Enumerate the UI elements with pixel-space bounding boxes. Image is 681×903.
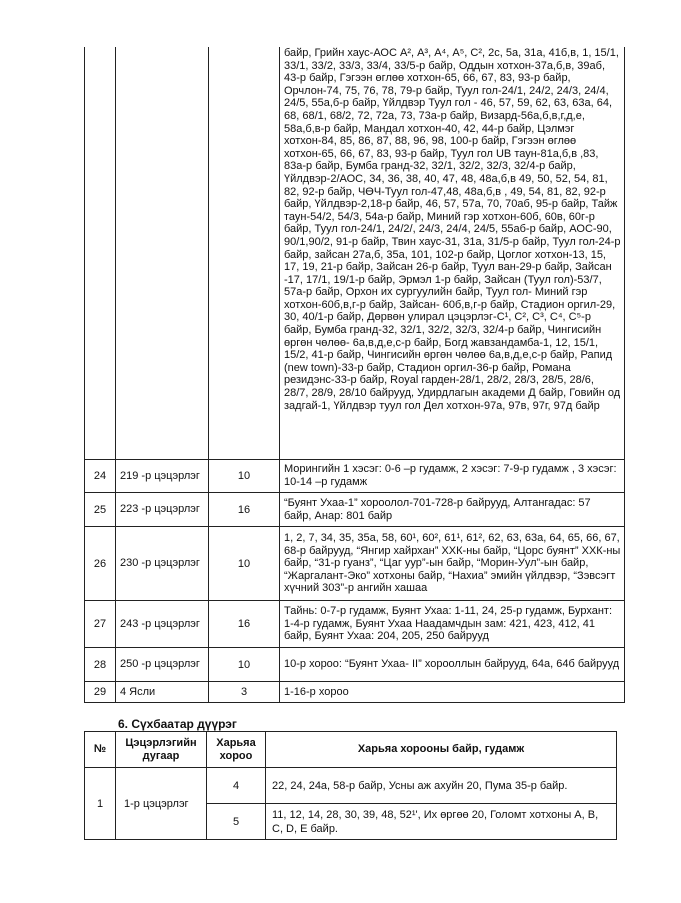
row-number: 27: [85, 601, 116, 648]
kindergarten-table-continued: [84, 47, 625, 703]
kindergarten-name: 219 -р цэцэрлэг: [116, 460, 209, 493]
table-row: [85, 601, 625, 648]
header-addresses: Харьяа хорооны байр, гудамж: [266, 732, 617, 768]
header-number: №: [85, 732, 116, 768]
khoroo-count: 16: [209, 493, 280, 527]
kindergarten-name: 1-р цэцэрлэг: [116, 768, 207, 840]
row-number: 25: [85, 493, 116, 527]
row-number: 1: [85, 768, 116, 840]
khoroo-number: 5: [207, 804, 266, 840]
table-header-row: [85, 732, 617, 768]
table-row: [85, 493, 625, 527]
row-number: 28: [85, 648, 116, 682]
address-list: Тайнь: 0-7-р гудамж, Буянт Ухаа: 1-11, 24, 25-р гудамж, Бурхант: 1-4-р гудамж, Буянт Ухаа Наадамчдын зам: 421, 423, 412, 41 байр, Буянт Ухаа: 204, 205, 250 байрууд: [280, 601, 625, 648]
address-list: 22, 24, 24а, 58-р байр, Усны аж ахуйн 20, Пума 35-р байр.: [266, 768, 617, 804]
table-row: [85, 682, 625, 703]
sukhbaatar-district-table: [84, 731, 617, 840]
address-list: 1-16-р хороо: [280, 682, 625, 703]
address-list: 11, 12, 14, 28, 30, 39, 48, 52¹', Их өргөө 20, Голомт хотхоны А, В, С, D, Е байр.: [266, 804, 617, 840]
khoroo-count: 10: [209, 648, 280, 682]
khoroo-count: 10: [209, 527, 280, 601]
kindergarten-name: 250 -р цэцэрлэг: [116, 648, 209, 682]
khoroo-count: 10: [209, 460, 280, 493]
table-row: [85, 460, 625, 493]
address-list: 10-р хороо: “Буянт Ухаа- II” хорооллын байрууд, 64а, 64б байрууд: [280, 648, 625, 682]
table-row: [85, 648, 625, 682]
address-list: “Буянт Ухаа-1” хороолол-701-728-р байрууд, Алтангадас: 57 байр, Анар: 801 байр: [280, 493, 625, 527]
address-list: 1, 2, 7, 34, 35, 35а, 58, 60¹, 60², 61¹, 61², 62, 63, 63а, 64, 65, 66, 67, 68-р байрууд, “Янгир хайрхан” ХХК-ны байр, “Цорс буянт” ХХК-ны байр, “31-р гуанз”, “Цаг уур”-ын байр, “Морин-Уул”-ын байр, “Жаргалант-Эко” хотхоны байр, “Нахиа” эмийн үйлдвэр, “Зэвсэгт хүчний 303”-р ангийн хашаа: [280, 527, 625, 601]
row-number: 26: [85, 527, 116, 601]
khoroo-count: 3: [209, 682, 280, 703]
header-kindergarten: Цэцэрлэгийн дугаар: [116, 732, 207, 768]
continued-address-list: байр, Грийн хаус-АОС А², А³, А⁴, А⁵, С², 2с, 5а, 31а, 41б,в, 1, 15/1, 33/1, 33/2, 33/3, 33/4, 33/5-р байр, Оддын хотхон-37а,б,в, 39аб, 43-р байр, Гэгээн өглөө хотхон-65, 66, 67, 83, 93-р байр, Орчлон-74, 75, 76, 78, 79-р байр, Туул гол-24/1, 24/2, 24/3, 24/4, 24/5, 55а,б-р байр, Үйлдвэр Туул гол - 46, 57, 59, 62, 63, 63а, 64, 68, 68/1, 68/2, 72, 72а, 73, 73а-р байр, Визард-56а,б,в,г,д,е, 58а,б,в-р байр, Мандал хотхон-40, 42, 44-р байр, Цэлмэг хотхон-84, 85, 86, 87, 88, 96, 98, 100-р байр, Гэгээн өглөө хотхон-65, 66, 67, 83, 93-р байр, Туул гол UB таун-81а,б,в ,83, 83а-р байр, Бумба гранд-32, 32/1, 32/2, 32/3, 32/4-р байр, Үйлдвэр-2/АОС, 34, 36, 38, 40, 47, 48, 48а,б,в 49, 50, 52, 54, 81, 82, 92-р байр, ЧӨЧ-Туул гол-47,48, 48а,б,в , 49, 54, 81, 82, 92-р байр, Үйлдвэр-2,18-р байр, 46, 57, 57а, 70, 70аб, 95-р байр, Тайж таун-54/2, 54/3, 54а-р байр, Миний гэр хотхон-60б, 60в, 60г-р байр, Туул гол-24/1, 24/2/, 24/3, 24/4, 24/5, 55аб-р байр, АОС-90, 90/1,90/2, 91-р байр, Твин хаус-31, 31а, 31/5-р байр, Туул гол-24-р байр, зайсан 27а,б, 35а, 101, 102-р байр, Цоглог хотхон-13, 15, 17, 19, 21-р байр, Зайсан 26-р байр, Туул ван-29-р байр, Зайсан -17, 17/1, 19/1-р байр, Эрмэл 1-р байр, Зайсан (Туул гол)-53/7, 57а-р байр, Орхон их сургуулийн байр, Туул гол- Миний гэр хотхон-60б,в,г-р байр, Зайсан- 60б,в,г-р байр, Стадион оргил-29, 30, 40/1-р байр, Дөрвөн улирал цэцэрлэг-С¹, С², С³, С⁴, С⁵-р байр, Бумба гранд-32, 32/1, 32/2, 32/3, 32/4-р байр, Чингисийн өргөн чөлөө- 6а,в,д,е,с-р байр, Богд жавзандамба-1, 12, 15/1, 15/2, 41-р байр, Чингисийн өргөн чөлөө 6а,в,д,е,с-р байр, Рапид (new town)-33-р байр, Стадион оргил-36-р байр, Романа резидэнс-33-р байр, Royal гарден-28/1, 28/2, 28/3, 28/5, 28/6, 28/7, 28/9, 28/10 байрууд, Удирдлагын академи Д байр, Говийн од задгай-1, Үйлдвэр туул гол Дел хотхон-97а, 97в, 97г, 97д байр: [280, 47, 625, 460]
kindergarten-name: 230 -р цэцэрлэг: [116, 527, 209, 601]
address-list: Морингийн 1 хэсэг: 0-6 –р гудамж, 2 хэсэг: 7-9-р гудамж , 3 хэсэг: 10-14 –р гудамж: [280, 460, 625, 493]
kindergarten-name: 223 -р цэцэрлэг: [116, 493, 209, 527]
header-khoroo: Харьяа хороо: [207, 732, 266, 768]
kindergarten-name: 243 -р цэцэрлэг: [116, 601, 209, 648]
khoroo-number: 4: [207, 768, 266, 804]
row-number: 24: [85, 460, 116, 493]
table-row: [85, 527, 625, 601]
kindergarten-name: 4 Ясли: [116, 682, 209, 703]
table-row: [85, 768, 617, 804]
table-row: [85, 47, 625, 460]
section-title: 6. Сүхбаатар дүүрэг: [118, 717, 237, 731]
khoroo-count: 16: [209, 601, 280, 648]
row-number: 29: [85, 682, 116, 703]
